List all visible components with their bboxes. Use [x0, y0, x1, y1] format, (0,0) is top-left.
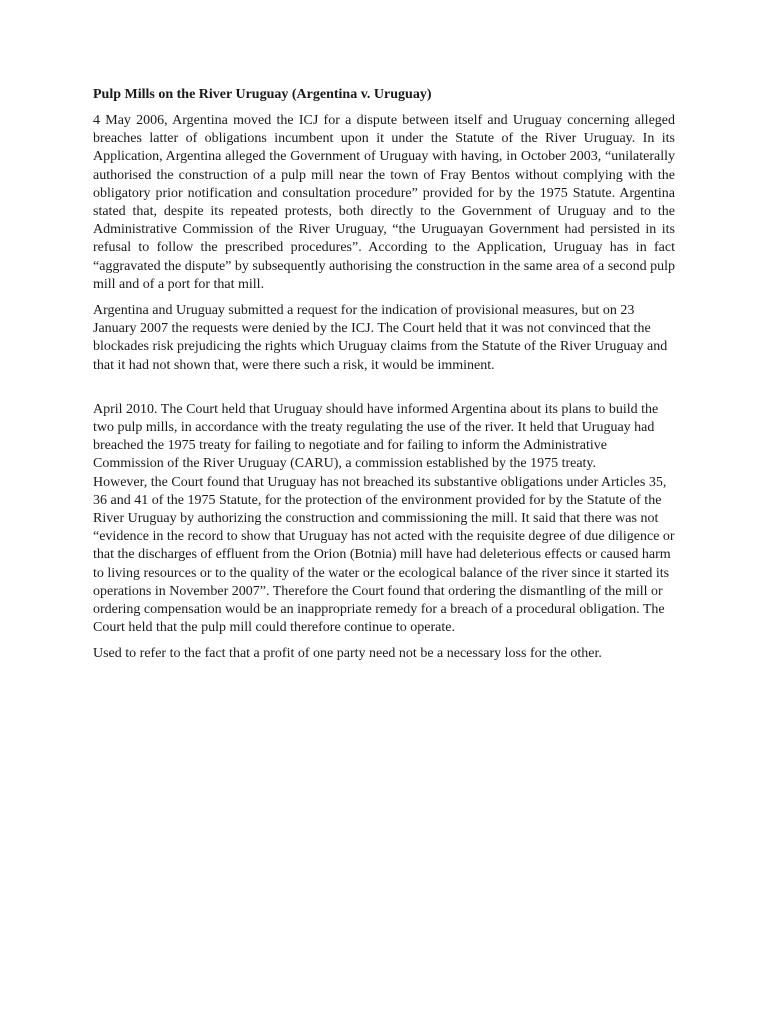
paragraph-closing-note: Used to refer to the fact that a profit of one party need not be a necessary loss for the other. — [93, 646, 602, 662]
paragraph-provisional-measures: Argentina and Uruguay submitted a request for the indication of provisional measures, but on 23 January 2007 the requests were denied by the ICJ. The Court held that it was not convinced that the blockades risk prejudicing the rights which Uruguay claims from the Statute of the River Uruguay and that it had not shown that, were there such a risk, it would be imminent. — [93, 303, 668, 373]
paragraph-substantive-obligations: However, the Court found that Uruguay has not breached its substantive obligations under Articles 35, 36 and 41 of the 1975 Statute, for the protection of the environment provided for by the Statute of the River Uruguay by authorizing the construction and commissioning the mill. It said that there was not “evidence in the record to show that Uruguay has not acted with the requisite degree of due diligence or that the discharges of effluent from the Orion (Botnia) mill have had deleterious effects or caused harm to living resources or to the quality of the water or the ecological balance of the river since it started its operations in November 2007”. Therefore the Court found that ordering the dismantling of the mill or ordering compensation would be an inappropriate remedy for a breach of a procedural obligation. The Court held that the pulp mill could therefore continue to operate. — [93, 474, 675, 636]
paragraph-application: 4 May 2006, Argentina moved the ICJ for a dispute between itself and Uruguay concerning alleged breaches latter of obligations incumbent upon it under the Statute of the River Uruguay. In its Application, Argentina alleged the Government of Uruguay with having, in October 2003, “unilaterally authorised the construction of a pulp mill near the town of Fray Bentos without complying with the obligatory prior notification and consultation procedure” provided for by the 1975 Statute. Argentina stated that, despite its repeated protests, both directly to the Government of Uruguay and to the Administrative Commission of the River Uruguay, “the Uruguayan Government had persisted in its refusal to follow the prescribed procedures”. According to the Application, Uruguay has in fact “aggravated the dispute” by subsequently authorising the construction in the same area of a second pulp mill and of a port for that mill. — [93, 113, 675, 292]
document-page — [93, 86, 675, 664]
document-title: Pulp Mills on the River Uruguay (Argentina v. Uruguay) — [93, 87, 432, 102]
paragraph-april-2010-judgment: April 2010. The Court held that Uruguay should have informed Argentina about its plans to build the two pulp mills, in accordance with the treaty regulating the use of the river. It held that Uruguay had breached the 1975 treaty for failing to negotiate and for failing to inform the Administrative Commission of the River Uruguay (CARU), a commission established by the 1975 treaty. — [93, 401, 659, 472]
